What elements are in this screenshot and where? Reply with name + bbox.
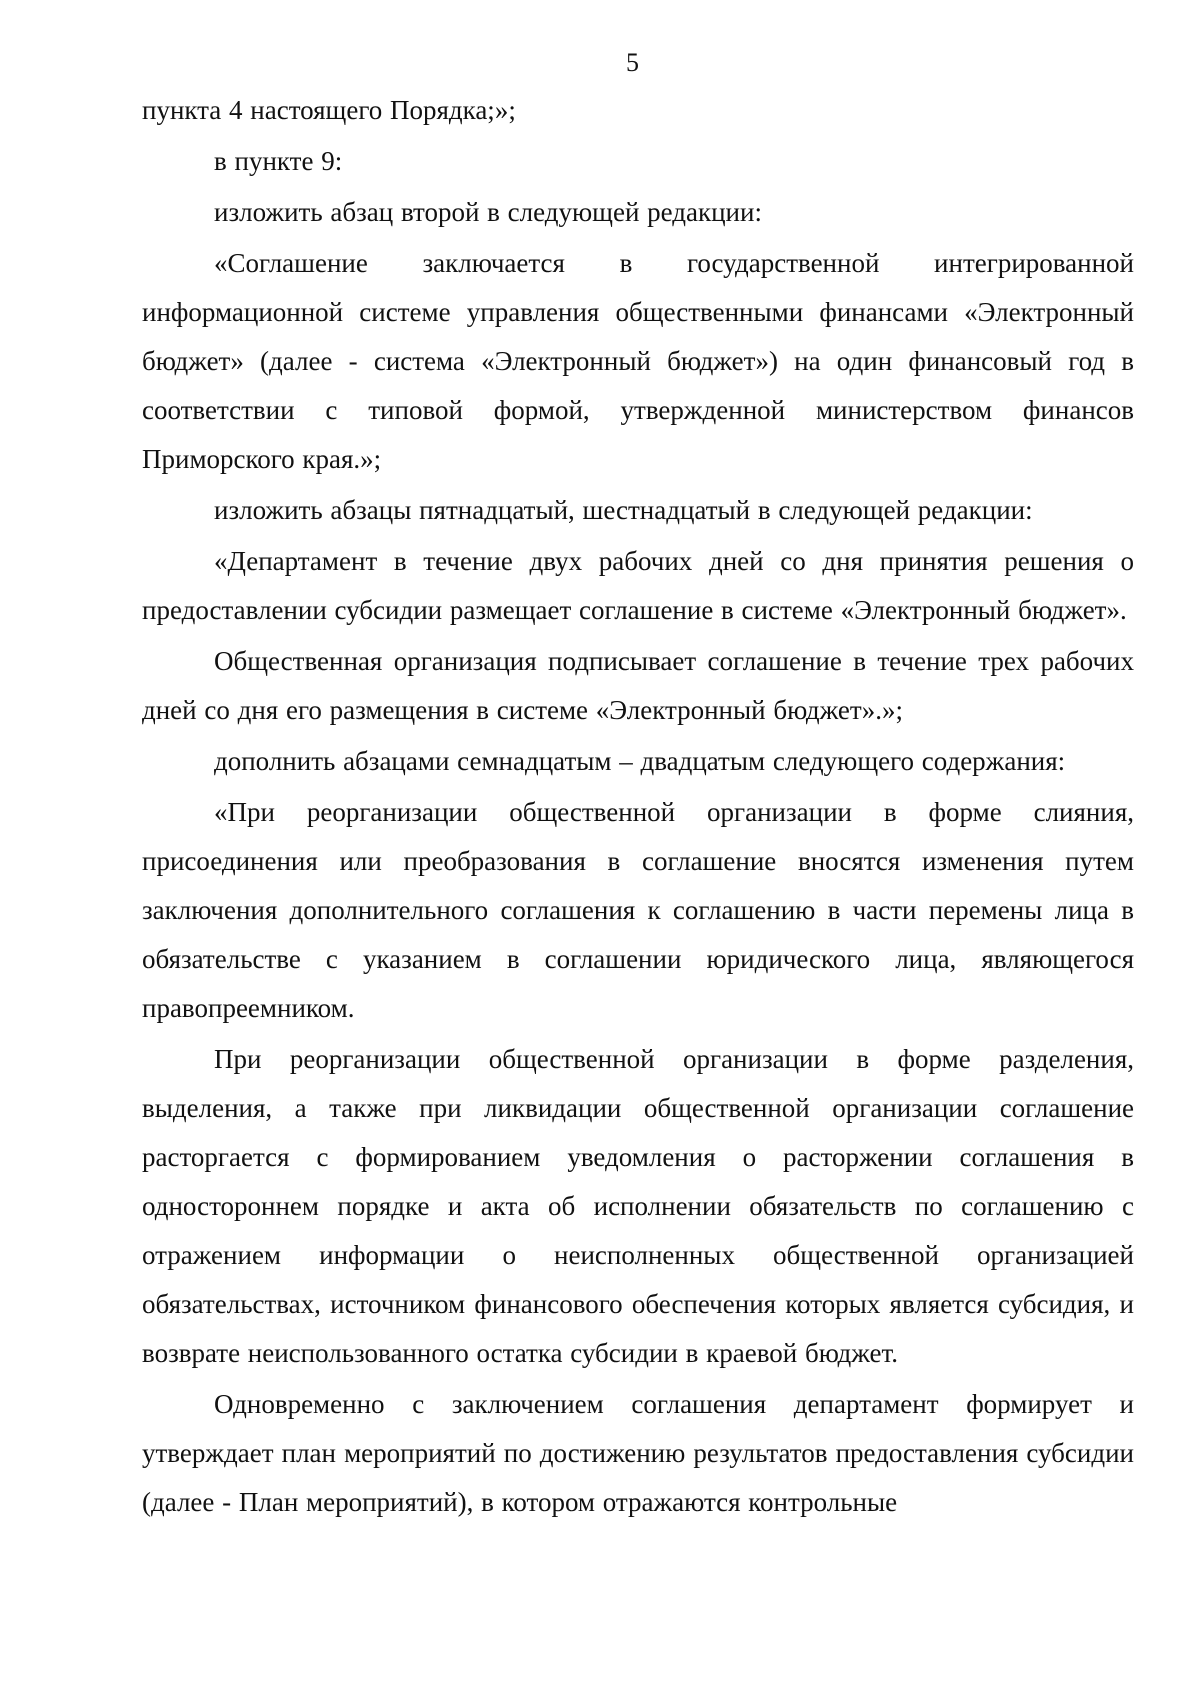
paragraph: «Соглашение заключается в государственной интегрированной информационной системе управления общественными финансами «Электронный бюджет» (далее - система «Электронный бюджет») на один финансовый год в соответствии с типовой формой, утвержденной министерством финансов Приморского края.»;	[142, 248, 1134, 474]
paragraph: пункта 4 настоящего Порядка;»;	[142, 95, 516, 125]
paragraph: дополнить абзацами семнадцатым – двадцатым следующего содержания:	[214, 746, 1066, 776]
page-number: 5	[626, 48, 639, 77]
paragraph: Одновременно с заключением соглашения департамент формирует и утверждает план мероприятий по достижению результатов предоставления субсидии (далее - План мероприятий), в котором отражаются контрольные	[142, 1389, 1134, 1517]
paragraph: в пункте 9:	[214, 146, 343, 176]
paragraph: изложить абзац второй в следующей редакции:	[214, 197, 762, 227]
paragraph: «При реорганизации общественной организации в форме слияния, присоединения или преобразования в соглашение вносятся изменения путем заключения дополнительного соглашения к соглашению в части перемены лица в обязательстве с указанием в соглашении юридического лица, являющегося правопреемником.	[142, 797, 1134, 1023]
paragraph: Общественная организация подписывает соглашение в течение трех рабочих дней со дня его размещения в системе «Электронный бюджет».»;	[142, 646, 1134, 725]
paragraph: «Департамент в течение двух рабочих дней со дня принятия решения о предоставлении субсидии размещает соглашение в системе «Электронный бюджет».	[142, 546, 1134, 625]
paragraph: изложить абзацы пятнадцатый, шестнадцатый в следующей редакции:	[214, 495, 1033, 525]
document-body	[142, 86, 1134, 1527]
paragraph: При реорганизации общественной организации в форме разделения, выделения, а также при ликвидации общественной организации соглашение расторгается с формированием уведомления о расторжении соглашения в одностороннем порядке и акта об исполнении обязательств по соглашению с отражением информации о неисполненных общественной организацией обязательствах, источником финансового обеспечения которых является субсидия, и возврате неиспользованного остатка субсидии в краевой бюджет.	[142, 1044, 1134, 1368]
